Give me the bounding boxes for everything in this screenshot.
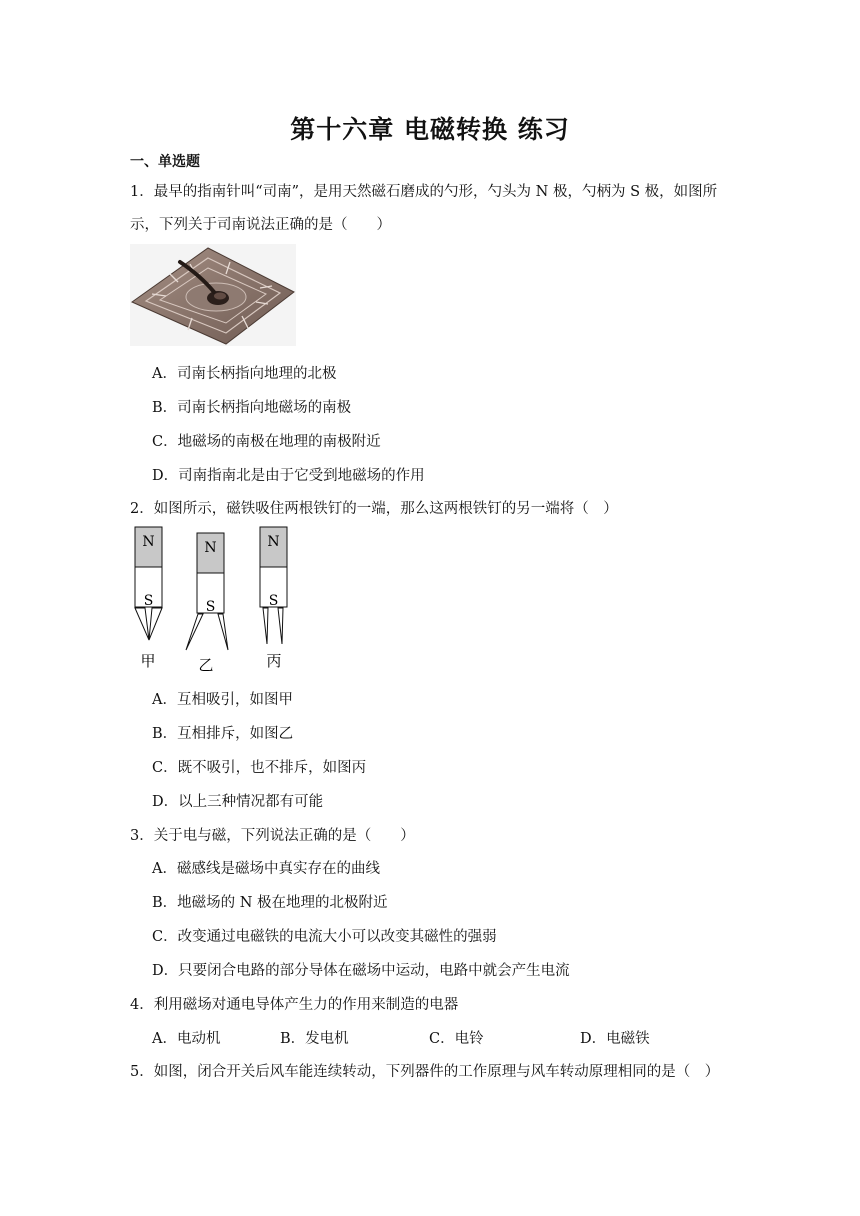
question-3-text: 3．关于电与磁，下列说法正确的是（ ） — [130, 828, 415, 844]
page-title: 第十六章 电磁转换 练习 — [290, 115, 570, 144]
magnet-bing-n-label: N — [267, 534, 280, 550]
q3-option-d: D．只要闭合电路的部分导体在磁场中运动，电路中就会产生电流 — [152, 963, 570, 979]
q3-option-b: B．地磁场的 N 极在地理的北极附近 — [152, 895, 388, 911]
q3-option-c: C．改变通过电磁铁的电流大小可以改变其磁性的强弱 — [152, 929, 497, 945]
question-1-text-line2: 示，下列关于司南说法正确的是（ ） — [130, 217, 391, 233]
q2-option-b: B．互相排斥，如图乙 — [152, 726, 294, 742]
magnet-yi-s-label: S — [205, 599, 216, 615]
magnet-bing-s-label: S — [268, 593, 279, 609]
q4-option-c: C．电铃 — [429, 1031, 484, 1047]
q1-option-c: C．地磁场的南极在地理的南极附近 — [152, 434, 381, 450]
question-2-text: 2．如图所示，磁铁吸住两根铁钉的一端，那么这两根铁钉的另一端将（ ） — [130, 501, 618, 517]
q1-option-a: A．司南长柄指向地理的北极 — [152, 366, 337, 382]
q2-option-d: D．以上三种情况都有可能 — [152, 794, 324, 810]
q1-option-b: B．司南长柄指向地磁场的南极 — [152, 400, 352, 416]
magnet-jia-s-label: S — [143, 593, 154, 609]
magnet-jia-n-label: N — [142, 534, 155, 550]
question-4-text: 4．利用磁场对通电导体产生力的作用来制造的电器 — [130, 997, 459, 1013]
q1-option-d: D．司南指南北是由于它受到地磁场的作用 — [152, 468, 425, 484]
section-heading: 一、单选题 — [130, 154, 200, 170]
magnet-yi-n-label: N — [204, 540, 217, 556]
label-jia: 甲 — [140, 652, 156, 670]
magnets-nails-figure — [126, 524, 306, 674]
q2-option-a: A．互相吸引，如图甲 — [152, 692, 293, 708]
label-bing: 丙 — [266, 652, 282, 670]
q4-option-b: B．发电机 — [280, 1031, 349, 1047]
question-5-text: 5．如图，闭合开关后风车能连续转动，下列器件的工作原理与风车转动原理相同的是（ ） — [130, 1064, 720, 1080]
question-1-text-line1: 1．最早的指南针叫“司南”，是用天然磁石磨成的勺形，勺头为 N 极，勺柄为 S 极，如图所 — [130, 184, 718, 200]
q3-option-a: A．磁感线是磁场中真实存在的曲线 — [152, 861, 380, 877]
sinan-compass-image — [130, 244, 296, 346]
q4-option-d: D．电磁铁 — [580, 1031, 650, 1047]
q4-option-a: A．电动机 — [152, 1031, 221, 1047]
q2-option-c: C．既不吸引，也不排斥，如图丙 — [152, 760, 367, 776]
label-yi: 乙 — [198, 656, 214, 674]
